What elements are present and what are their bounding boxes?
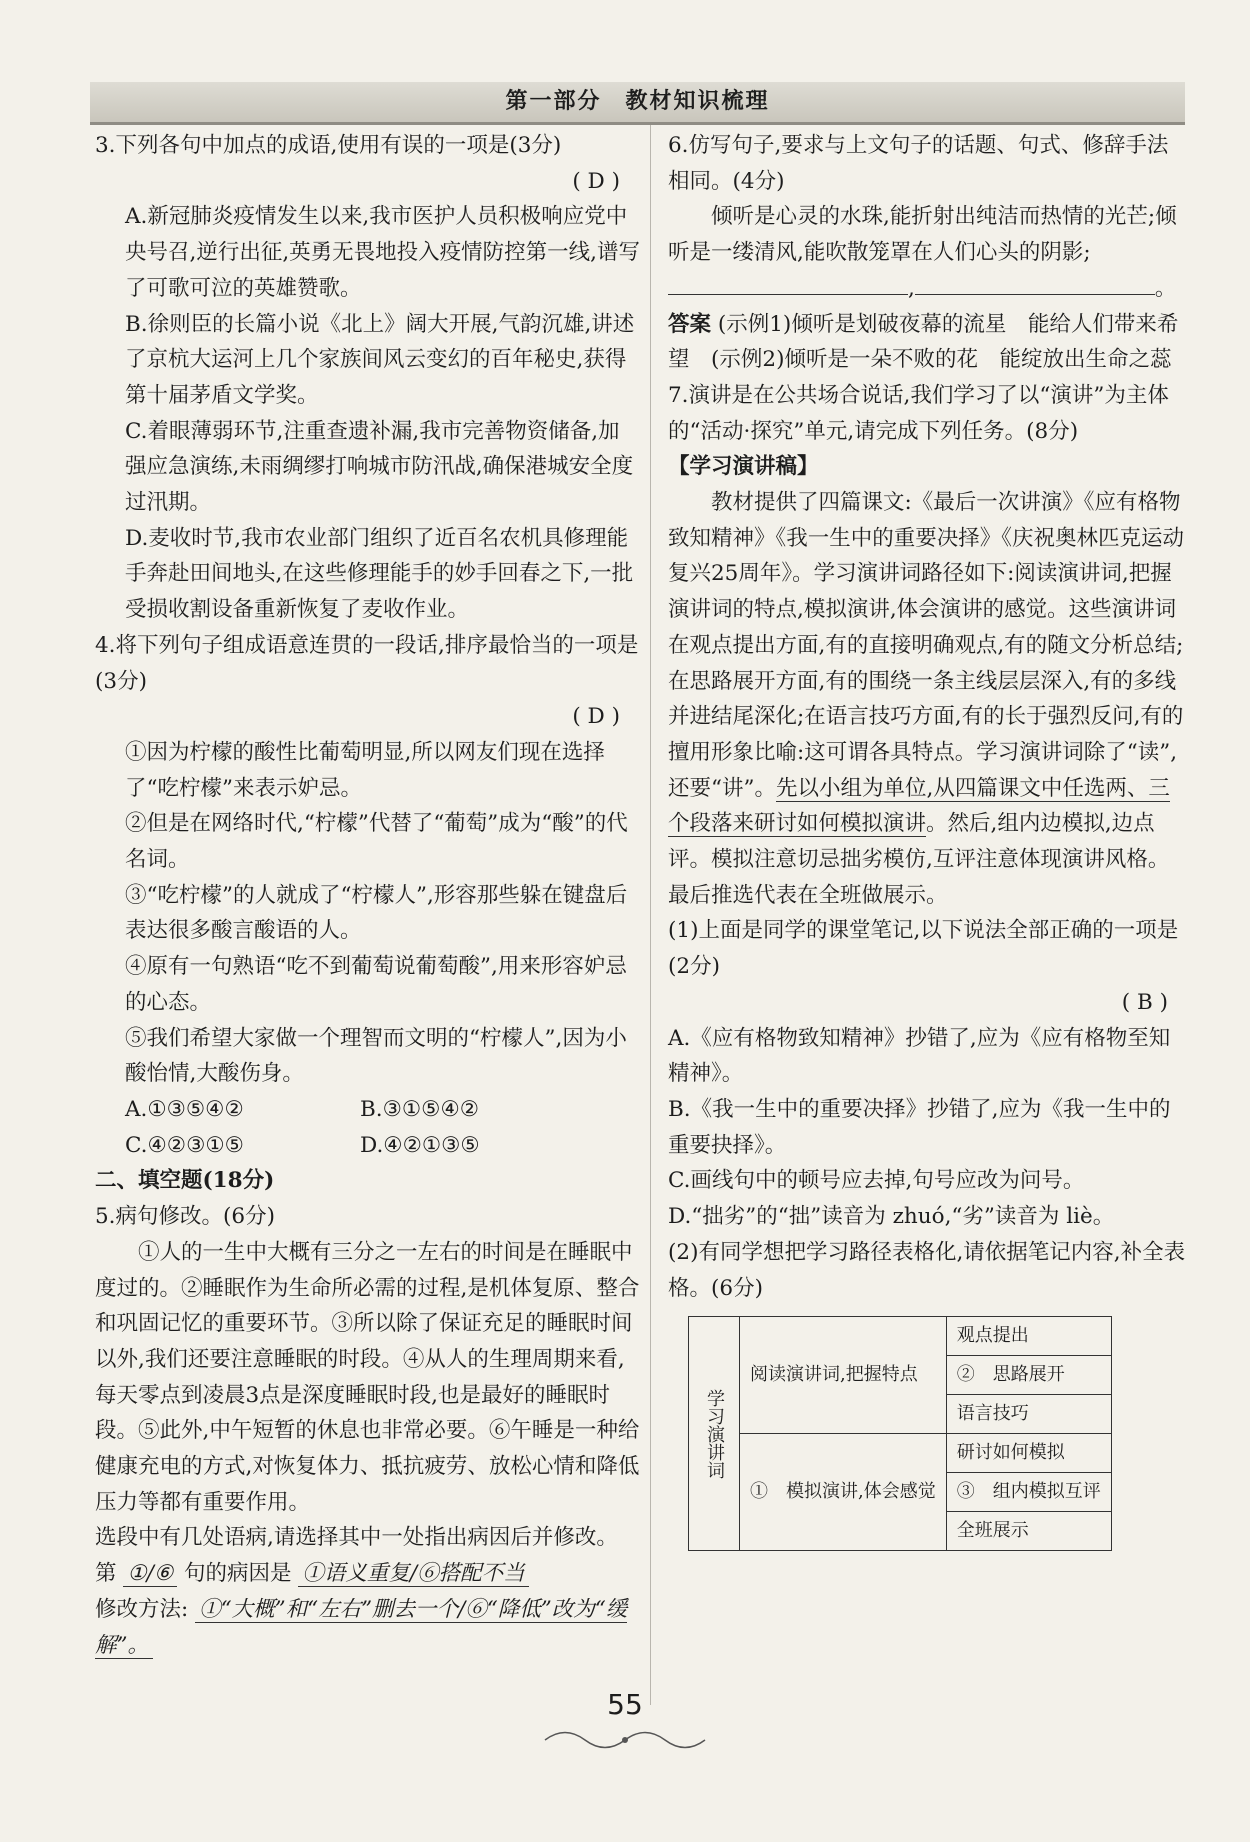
q7-sub1: (1)上面是同学的课堂笔记,以下说法全部正确的一项是(2分) [668,918,1179,980]
q7-option-a: A.《应有格物致知精神》抄错了,应为《应有格物至知精神》。 [668,1025,1171,1087]
q4-stem: 4.将下列句子组成语意连贯的一段话,排序最恰当的一项是(3分) [95,632,639,694]
q4-sentence-4: ④原有一句熟语“吃不到葡萄说葡萄酸”,用来形容妒忌的心态。 [125,954,627,1015]
q4-sentence-3: ③“吃柠檬”的人就成了“柠檬人”,形容那些躲在键盘后表达很多酸言酸语的人。 [125,882,628,944]
q4-sentence-5: ⑤我们希望大家做一个理智而文明的“柠檬人”,因为小酸怡情,大酸伤身。 [125,1025,627,1087]
q7-passage [668,485,1188,913]
q7-option-d: D.“拙劣”的“拙”读音为 zhuó,“劣”读音为 liè。 [668,1204,1115,1230]
table-read-cell: 阅读演讲词,把握特点 [740,1317,947,1434]
q4-option-d: D.④②①③⑤ [360,1132,480,1158]
q7-section-title: 【学习演讲稿】 [668,454,819,480]
table-head: 学习演讲词 [689,1317,740,1551]
q6-text [668,199,1188,306]
page-number: 55 [607,1688,643,1721]
q5-instruction: 选段中有几处语病,请选择其中一处指出病因后并修改。 [95,1525,618,1551]
section-2-title: 二、填空题(18分) [95,1168,275,1194]
q3-option-b: B.徐则臣的长篇小说《北上》阔大开展,气韵沉雄,讲述了京杭大运河上几个家族间风云变幻的百年秘史,获得第十届茅盾文学奖。 [125,311,635,408]
q4-option-c: C.④②③①⑤ [125,1132,244,1158]
q7-option-b: B.《我一生中的重要决择》抄错了,应为《我一生中的重要抉择》。 [668,1096,1171,1158]
column-divider [650,125,651,1705]
q6-answer-label: 答案 [668,311,712,337]
q5-correction: ①“大概”和“左右”删去一个/⑥“降低”改为“缓解”。 [95,1596,628,1658]
q6-text-body: 倾听是心灵的水珠,能折射出纯洁而热情的光芒;倾听是一缕清风,能吹散笼罩在人们心头的阴影; [668,204,1177,266]
q4-sentence-2: ②但是在网络时代,“柠檬”代替了“葡萄”成为“酸”的代名词。 [125,811,628,873]
right-column [668,128,1188,1551]
table-simulate-cell: ① 模拟演讲,体会感觉 [740,1434,947,1551]
q5-passage: ①人的一生中大概有三分之一左右的时间是在睡眠中度过的。②睡眠作为生命所必需的过程,是机体复原、整合和巩固记忆的重要环节。③所以除了保证充足的睡眠时间以外,我们还要注意睡眠的时段。④从人的生理周期来看,每天零点到凌晨3点是深度睡眠时段,也是最好的睡眠时段。⑤此外,中午短暂的休息也非常必要。⑥午睡是一种给健康充电的方式,对恢复体力、抵抗疲劳、放松心情和降低压力等都有重要作用。 [95,1239,640,1515]
q5-answer-line-1 [95,1556,640,1592]
q6-answer-text: (示例1)倾听是划破夜幕的流星 能给人们带来希望 (示例2)倾听是一朵不败的花 能绽放出生命之蕊 [668,311,1179,373]
q4-options [95,1092,640,1163]
table-cell-r6: 全班展示 [946,1512,1111,1551]
q5-error-reason: ①语义重复/⑥搭配不当 [298,1561,528,1587]
q5-line1-prefix: 第 [95,1561,117,1587]
page-ornament-icon [540,1725,710,1755]
q7-underlined-sentence: 先以小组为单位,从四篇课文中任选两、三个段落来研讨如何模拟演讲 [668,775,1170,837]
header-title: 第一部分 教材知识梳理 [505,89,770,114]
q7-option-c: C.画线句中的顿号应去掉,句号应改为问号。 [668,1168,1085,1194]
q5-sentence-number: ①/⑥ [123,1561,177,1587]
q3-option-c: C.着眼薄弱环节,注重查遗补漏,我市完善物资储备,加强应急演练,未雨绸缪打响城市防汛战,确保港城安全度过汛期。 [125,418,634,516]
q3-option-d: D.麦收时节,我市农业部门组织了近百名农机具修理能手奔赴田间地头,在这些修理能手的妙手回春之下,一批受损收割设备重新恢复了麦收作业。 [125,525,634,623]
q5-line1-mid: 句的病因是 [184,1561,292,1587]
table-cell-r4: 研讨如何模拟 [946,1434,1111,1473]
q7-sub1-answer: ( B ) [1121,989,1168,1015]
q5-line2-prefix: 修改方法: [95,1596,189,1622]
q7-passage-b: 。然后,组内边模拟,边点评。模拟注意切忌拙劣模仿,互评注意体现演讲风格。最后推选代表在全班做展示。 [668,811,1170,908]
learning-path-table [688,1316,1112,1551]
q4-option-b: B.③①⑤④② [360,1096,480,1122]
q6-answer [668,307,1188,378]
q6-period: 。 [1154,275,1177,301]
q5-answer-line-2 [95,1592,640,1663]
page-header [90,82,1185,125]
q6-comma: , [908,275,915,301]
left-column [95,128,640,1663]
q7-stem: 7.演讲是在公共场合说话,我们学习了以“演讲”为主体的“活动·探究”单元,请完成下列任务。(8分) [668,382,1169,444]
q4-option-a: A.①③⑤④② [125,1096,244,1122]
q6-blank-1 [668,294,908,295]
q6-stem: 6.仿写句子,要求与上文句子的话题、句式、修辞手法相同。(4分) [668,133,1169,194]
q6-blank-2 [915,294,1155,295]
table-cell-r1: 观点提出 [946,1317,1111,1356]
table-cell-r2: ② 思路展开 [946,1356,1111,1395]
q4-sentence-1: ①因为柠檬的酸性比葡萄明显,所以网友们现在选择了“吃柠檬”来表示妒忌。 [125,739,605,801]
q3-answer: ( D ) [572,168,620,194]
q7-passage-a: 教材提供了四篇课文:《最后一次讲演》《应有格物致知精神》《我一生中的重要决择》《庆祝奥林匹克运动复兴25周年》。学习演讲词路径如下:阅读演讲词,把握演讲词的特点,模拟演讲,体会演讲的感觉。这些演讲词在观点提出方面,有的直接明确观点,有的随文分析总结;在思路展开方面,有的围绕一条主线层层深入,有的多线并进结尾深化;在语言技巧方面,有的长于强烈反问,有的擅用形象比喻:这可谓各具特点。学习演讲词除了“读”,还要“讲”。 [668,490,1185,801]
q4-answer: ( D ) [572,704,620,730]
table-cell-r5: ③ 组内模拟互评 [946,1473,1111,1512]
q7-sub2: (2)有同学想把学习路径表格化,请依据笔记内容,补全表格。(6分) [668,1239,1186,1301]
q5-stem: 5.病句修改。(6分) [95,1204,275,1230]
q3-option-a: A.新冠肺炎疫情发生以来,我市医护人员积极响应党中央号召,逆行出征,英勇无畏地投入疫情防控第一线,谱写了可歌可泣的英雄赞歌。 [125,204,641,301]
table-cell-r3: 语言技巧 [946,1395,1111,1434]
q3-stem: 3.下列各句中加点的成语,使用有误的一项是(3分) [95,133,562,158]
